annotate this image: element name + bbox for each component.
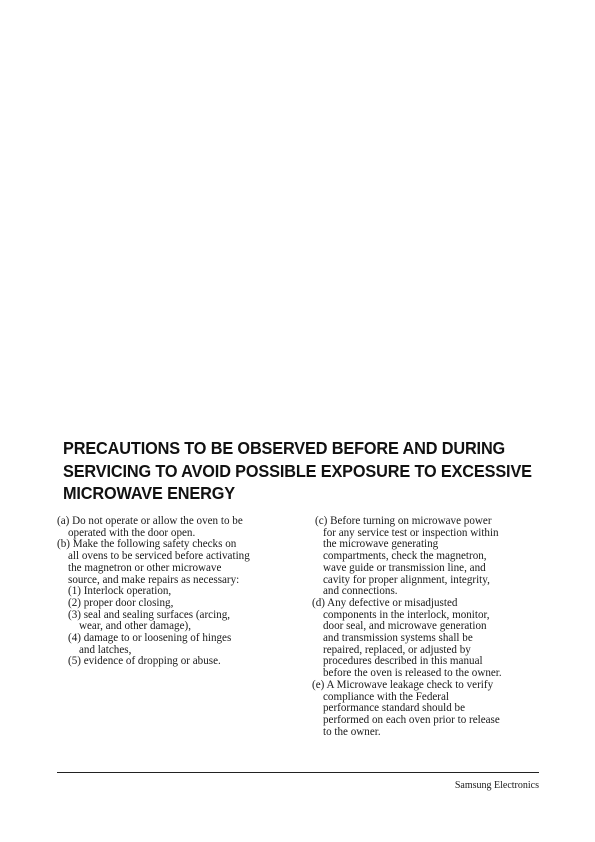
safety-check-item: (2) proper door closing, xyxy=(68,596,174,609)
text-line: performance standard should be xyxy=(323,702,466,715)
text-line: all ovens to be serviced before activating xyxy=(68,550,250,563)
heading-line: MICROWAVE ENERGY xyxy=(63,483,235,503)
text-line: repaired, replaced, or adjusted by xyxy=(323,643,471,656)
precaution-item-c xyxy=(312,516,552,598)
text-line: to the owner. xyxy=(323,725,381,738)
text-line: wave guide or transmission line, and xyxy=(323,561,486,574)
safety-check-item: (4) damage to or loosening of hinges xyxy=(68,632,232,645)
heading-line: PRECAUTIONS TO BE OBSERVED BEFORE AND DURING xyxy=(63,438,506,458)
text-line: the microwave generating xyxy=(323,538,439,551)
footer-divider xyxy=(57,772,539,773)
text-line: door seal, and microwave generation xyxy=(323,620,487,633)
heading-line: SERVICING TO AVOID POSSIBLE EXPOSURE TO EXCESSIVE xyxy=(63,460,532,481)
safety-check-item: (5) evidence of dropping or abuse. xyxy=(68,655,221,668)
text-line: (d) Any defective or misadjusted xyxy=(312,596,458,609)
text-line: compliance with the Federal xyxy=(323,690,449,703)
precaution-item-b xyxy=(57,539,297,586)
text-line: source, and make repairs as necessary: xyxy=(68,573,240,586)
text-line: cavity for proper alignment, integrity, xyxy=(323,573,490,586)
text-line: (e) A Microwave leakage check to verify xyxy=(312,678,494,691)
text-line: and connections. xyxy=(323,585,398,598)
safety-check-item: (3) seal and sealing surfaces (arcing, xyxy=(68,608,231,621)
text-line: components in the interlock, monitor, xyxy=(323,608,490,621)
text-line: the magnetron or other microwave xyxy=(68,561,222,574)
safety-check-item-continued: and latches, xyxy=(79,643,132,656)
safety-check-item: (1) Interlock operation, xyxy=(68,585,172,598)
text-line: (b) Make the following safety checks on xyxy=(57,538,237,551)
text-line: performed on each oven prior to release xyxy=(323,713,500,726)
left-text-column xyxy=(57,516,297,668)
text-line: before the oven is released to the owner. xyxy=(323,667,502,680)
page-heading xyxy=(63,437,532,505)
footer-company-name: Samsung Electronics xyxy=(454,780,539,791)
precaution-item-d xyxy=(312,598,552,680)
text-line: and transmission systems shall be xyxy=(323,632,473,645)
text-line: procedures described in this manual xyxy=(323,655,483,668)
right-text-column xyxy=(312,516,552,738)
precaution-item-a xyxy=(57,516,297,539)
text-line: operated with the door open. xyxy=(68,526,196,539)
text-line: (a) Do not operate or allow the oven to be xyxy=(57,515,243,527)
text-line: compartments, check the magnetron, xyxy=(323,550,487,563)
text-line: for any service test or inspection within xyxy=(323,526,499,539)
safety-check-list xyxy=(57,586,297,668)
text-line: (c) Before turning on microwave power xyxy=(315,515,492,527)
safety-check-item-continued: wear, and other damage), xyxy=(79,620,191,633)
precaution-item-e xyxy=(312,680,552,739)
